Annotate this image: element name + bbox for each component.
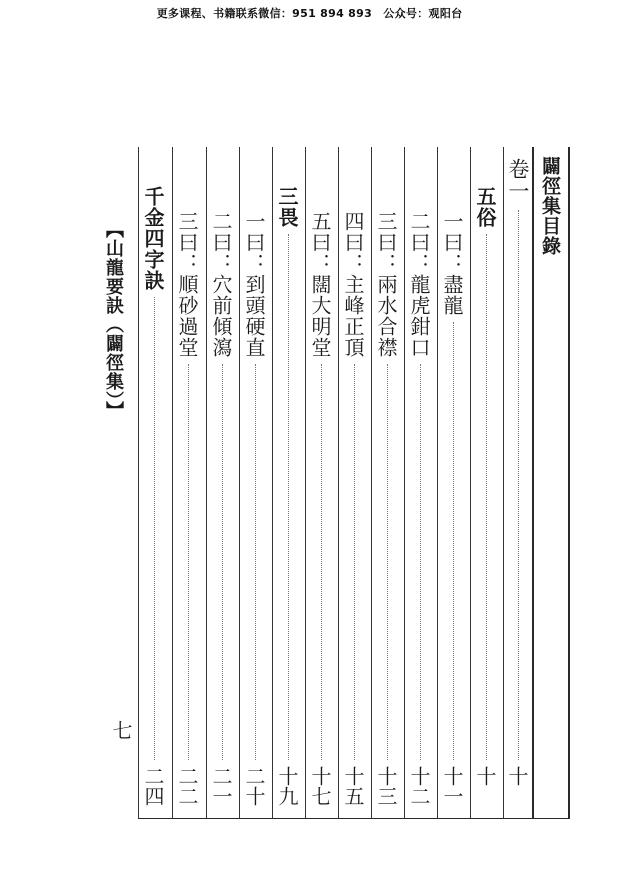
column-rule xyxy=(371,147,372,819)
leader-dots xyxy=(486,234,487,760)
toc-page-number: 十 xyxy=(473,766,497,786)
folio-number: 七 xyxy=(109,720,133,740)
column-rule xyxy=(239,147,240,819)
toc-entry-title: 五曰：闊大明堂 xyxy=(308,211,332,358)
toc-entry-title: 千金四字訣 xyxy=(141,186,165,291)
toc-page-number: 十一 xyxy=(440,766,464,806)
column-rule xyxy=(437,147,438,819)
toc-page-number: 十二 xyxy=(407,766,431,806)
leader-dots xyxy=(255,364,256,760)
toc-page-number: 二一 xyxy=(209,766,233,806)
column-rule xyxy=(503,147,504,819)
leader-dots xyxy=(154,297,155,760)
toc-entry-title: 二曰：龍虎鉗口 xyxy=(407,211,431,358)
column-rule xyxy=(470,147,471,819)
toc-entry-title: 一曰：盡龍 xyxy=(440,211,464,316)
column-rule xyxy=(305,147,306,819)
toc-entry-title: 四曰：主峰正頂 xyxy=(341,211,365,358)
toc-entry-title: 五俗 xyxy=(473,186,497,228)
title-column-rule xyxy=(532,147,534,819)
toc-page-number: 二四 xyxy=(141,766,165,806)
header-banner: 更多课程、书籍联系微信：951 894 893 公众号：观阳台 xyxy=(156,7,463,20)
toc-entry-title: 三曰：兩水合襟 xyxy=(374,211,398,358)
leader-dots xyxy=(420,364,421,760)
volume-label: 卷一 xyxy=(506,158,530,202)
toc-page-number: 十五 xyxy=(341,766,365,806)
column-rule xyxy=(172,147,173,819)
leader-dots xyxy=(288,234,289,760)
running-title: 【山龍要訣（闢徑集）】 xyxy=(103,220,124,420)
leader-dots xyxy=(188,364,189,760)
column-rule xyxy=(404,147,405,819)
book-title: 闢徑集目錄 xyxy=(539,156,561,256)
leader-dots xyxy=(321,364,322,760)
column-rule xyxy=(206,147,207,819)
toc-page-number: 二十 xyxy=(242,766,266,806)
toc-entry-title: 二曰：穴前傾瀉 xyxy=(209,211,233,358)
toc-entry-title: 三畏 xyxy=(275,186,299,228)
toc-page-number: 十九 xyxy=(275,766,299,806)
leader-dots xyxy=(354,364,355,760)
leader-dots xyxy=(518,210,519,760)
toc-entry-title: 一曰：到頭硬直 xyxy=(242,211,266,358)
column-rule xyxy=(272,147,273,819)
column-rule xyxy=(138,147,139,819)
toc-page-number: 二二 xyxy=(175,766,199,806)
toc-entry-title: 三曰：順砂過堂 xyxy=(175,211,199,358)
column-rule xyxy=(338,147,339,819)
leader-dots xyxy=(387,364,388,760)
volume-page-number: 十 xyxy=(505,766,529,786)
toc-page-number: 十七 xyxy=(308,766,332,806)
toc-page-number: 十三 xyxy=(374,766,398,806)
leader-dots xyxy=(453,322,454,760)
leader-dots xyxy=(222,364,223,760)
